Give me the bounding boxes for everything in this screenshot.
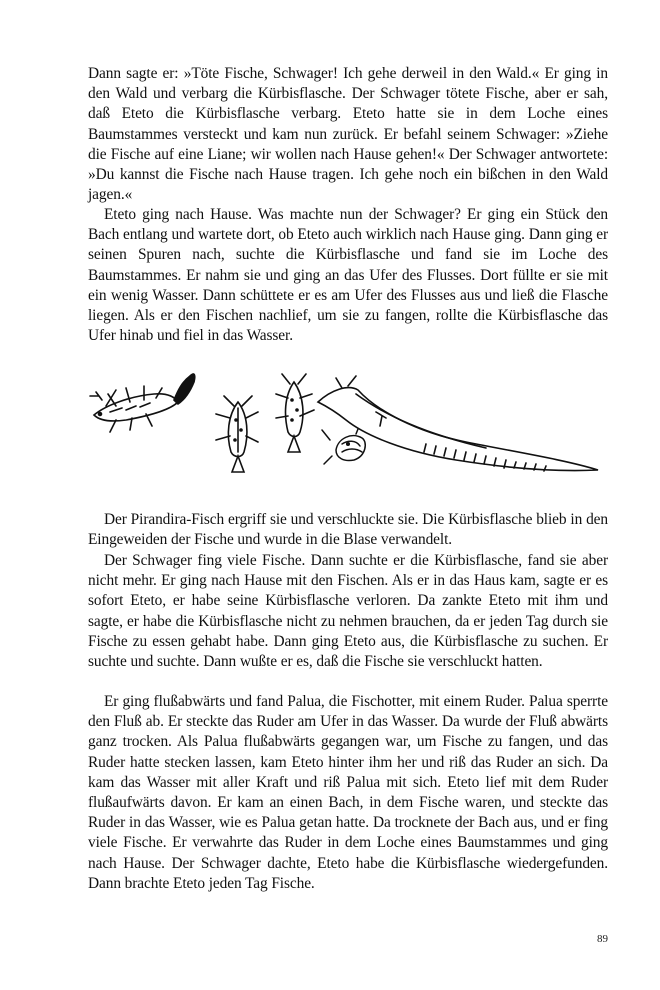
creature-drawing-3 bbox=[276, 374, 314, 452]
creature-drawing-1 bbox=[90, 374, 195, 432]
page-number: 89 bbox=[597, 933, 608, 945]
paragraph-1: Dann sagte er: »Töte Fische, Schwager! Ich gehe derweil in den Wald.« Er ging in den Wald und verbarg die Kürbisflasche. Der Schwager tötete Fische, aber er sah, daß Eteto die Kürbisflasche verbarg. Eteto hatte sie in dem Loche eines Baumstammes versteckt und kam nun zurück. Er befahl seinem Schwager: »Ziehe die Fische auf eine Liane; wir wollen nach Hause gehen!« Der Schwager antwortete: »Du kannst die Fische nach Hause tragen. Ich gehe noch ein bißchen in den Wald jagen.« bbox=[88, 65, 608, 204]
creature-drawing-4 bbox=[322, 424, 365, 464]
paragraph-5: Er ging flußabwärts und fand Palua, die Fischotter, mit einem Ruder. Palua sperrte den Fluß ab. Er steckte das Ruder am Ufer in das Wasser. Da wurde der Fluß abwärts ganz trocken. Als Palua flußabwärts gegangen war, um Fische zu fangen, und das Ruder hatte stecken lassen, kam Eteto hinter ihm her und riß das Ruder an sich. Da kam das Wasser mit aller Kraft und riß Palua mit sich. Eteto lief mit dem Ruder flußaufwärts davon. Er kam an einen Bach, in dem Fische waren, und steckte das Ruder in das Wasser, wie es Palua getan hatte. Da trocknete der Bach aus, und er fing viele Fische. Er verwahrte das Ruder in dem Loche eines Baumstammes und ging nach Hause. Der Schwager dachte, Eteto habe die Kürbisflasche wiedergefunden. Dann brachte Eteto jeden Tag Fische. bbox=[88, 693, 608, 892]
creature-drawing-2 bbox=[216, 396, 258, 472]
paragraph-3: Der Pirandira-Fisch ergriff sie und verschluckte sie. Die Kürbisflasche blieb in den Eingeweiden der Fische und wurde in die Blase verwandelt. bbox=[88, 511, 608, 549]
paragraph-4: Der Schwager fing viele Fische. Dann suchte er die Kürbisflasche, fand sie aber nicht mehr. Er ging nach Hause mit den Fischen. Als er in das Haus kam, sagte er es sofort Eteto, er habe seine Kürbisflasche verloren. Da zankte Eteto mit ihm und sagte, er habe die Kürbisflasche nicht zu nehmen brauchen, da er jeden Tag durch sie Fische zu essen gehabt habe. Dann ging Eteto aus, die Kürbisflasche zu suchen. Er suchte und suchte. Dann wußte er es, daß die Fische sie verschluckt hatten. bbox=[88, 552, 608, 671]
fish-drawing-illustration bbox=[86, 360, 608, 485]
paragraph-2: Eteto ging nach Hause. Was machte nun der Schwager? Er ging ein Stück den Bach entlang und wartete dort, ob Eteto auch wirklich nach Hause ging. Dann ging er seinen Spuren nach, suchte die Kürbisflasche und fand sie im Loche des Baumstammes. Er nahm sie und ging an das Ufer des Flusses. Dort füllte er sie mit ein wenig Wasser. Dann schüttete er es am Ufer des Flusses aus und ließ die Flasche liegen. Als er den Fischen nachlief, um sie zu fangen, rollte die Kürbisflasche das Ufer hinab und fiel in das Wasser. bbox=[88, 206, 608, 345]
